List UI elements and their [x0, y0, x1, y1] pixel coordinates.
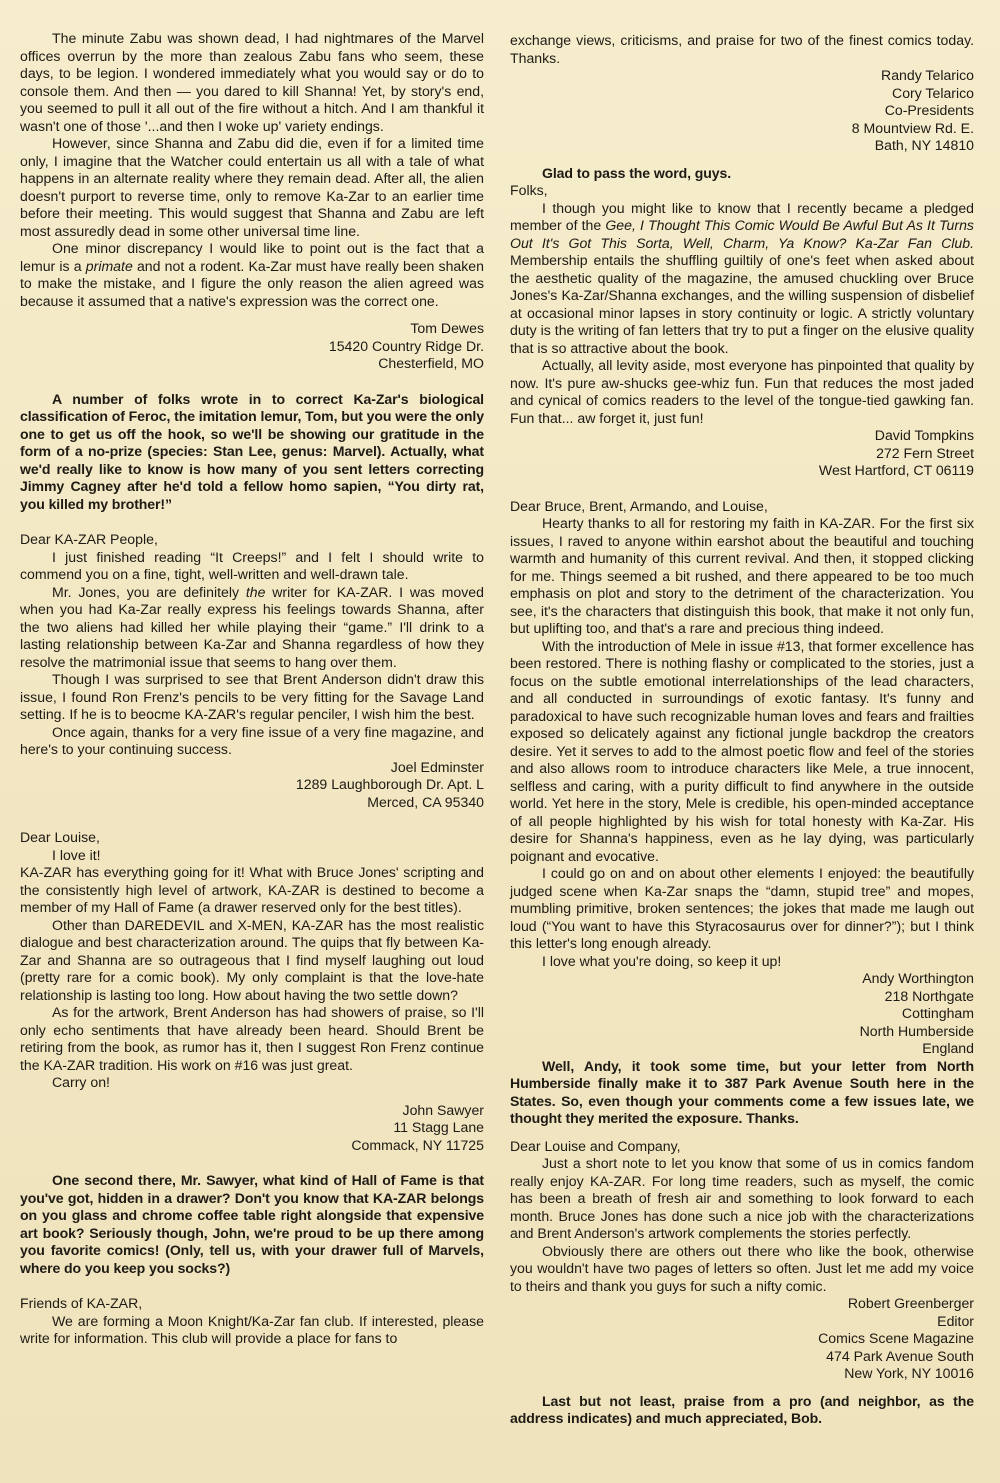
letter-paragraph: Other than DAREDEVIL and X-MEN, KA-ZAR has the most realistic dialogue and best characterization around. The quips that fly between Ka-Zar and Shanna are so outrageous that I find myself laughing out loud (pretty rare for a comic book). My only complaint is that the love-hate relationship is lasting too long. How about having the two settle down?	[20, 916, 484, 1003]
salutation: Dear Louise and Company,	[510, 1137, 681, 1154]
letter-paragraph: However, since Shanna and Zabu did die, even if for a limited time only, I imagine that the Watcher could entertain us all with a tale of what happens in an alternate reality where they remain dead. After all, the alien doesn't purport to reverse time, only to remove Ka-Zar to an earlier time before their meeting. This would suggest that Shanna and Zabu are left most assuredly dead in some other universal time line.	[20, 135, 484, 239]
signature-block	[510, 67, 974, 155]
letter-paragraph: I could go on and on about other elements I enjoyed: the beautifully judged scene when Ka-Zar snaps the “damn, stupid tree” and mopes, mumbling primitive, broken sentences; the jokes that made me laugh out loud (“You want to have this Styracosaurus over for dinner?”); but I think this letter's long enough already.	[510, 865, 974, 951]
letter-paragraph: Actually, all levity aside, most everyone has pinpointed that quality by now. It's pure aw-shucks gee-whiz fun. Fun that reduces the most jaded and cynical of comics readers to the level of the tongue-tied gawking fan. Fun that... aw forget it, just fun!	[510, 357, 974, 426]
signature-line: Chesterfield, MO	[378, 355, 484, 371]
signature-line: 1289 Laughborough Dr. Apt. L	[295, 776, 484, 792]
signature-line: 474 Park Avenue South	[826, 1347, 974, 1364]
signature-line: Bath, NY 14810	[874, 137, 974, 153]
signature-line: New York, NY 10016	[844, 1365, 974, 1381]
letter-tom-dewes	[20, 30, 484, 373]
editor-reply: Well, Andy, it took some time, but your letter from North Humberside finally make it to 387 Park Avenue South here in the States. So, even though your comments come a few issues late, we thought they merited the exposure. Thanks.	[510, 1057, 974, 1126]
letter-robert-greenberger	[510, 1138, 974, 1383]
editor-reply: One second there, Mr. Sawyer, what kind of Hall of Fame is that you've got, hidden in a drawer? Don't you know that KA-ZAR belongs on you glass and chrome coffee table right alongside that expensive art book? Seriously though, John, we're proud to be up there among you favorite comics! (Only, tell us, with your drawer full of Marvels, where do you keep you socks?)	[20, 1172, 484, 1276]
signature-line: Cory Telarico	[892, 84, 974, 101]
salutation: Friends of KA-ZAR,	[20, 1295, 143, 1311]
salutation: Dear Louise,	[20, 829, 100, 845]
letter-paragraph: I though you might like to know that I recently became a pledged member of the Gee, I Thought This Comic Would Be Awful But As It Turns Out It's Got This Sorta, Well, Charm, Ya Know? Ka-Zar Fan Club. Membership entails the shuffling guiltily of one's feet when asked about the aesthetic quality of the magazine, the amused chuckling over Bruce Jones's Ka-Zar/Shanna exchanges, and the willing suspension of disbelief at occasional minor lapses in story continuity or logic. A strictly voluntary duty is the writing of fan letters that try to put a finger on the elusive quality that is so attractive about the book.	[510, 199, 974, 356]
signature-line: Randy Telarico	[881, 67, 974, 83]
letter-paragraph: Carry on!	[52, 1074, 110, 1090]
letter-paragraph: Mr. Jones, you are definitely the writer for KA-ZAR. I was moved when you had Ka-Zar really express his feelings towards Shanna, after the two aliens had killed her while playing their “game.” I'll drink to a lasting relationship between Ka-Zar and Shanna regardless of how they resolve the matrimonial issue that seems to hang over them.	[20, 583, 484, 670]
letter-paragraph: The minute Zabu was shown dead, I had nightmares of the Marvel offices overrun by the more than zealous Zabu fans who seem, these days, to be legion. I wondered immediately what you would say or do to console them. And then — you dared to kill Shanna! Yet, by story's end, you seemed to pull it all out of the fire without a hitch. And I am thankful it wasn't one of those '...and then I woke up' variety endings.	[20, 30, 484, 134]
letter-john-sawyer	[20, 829, 484, 1154]
signature-block	[510, 427, 974, 480]
signature-line: 218 Northgate	[884, 987, 974, 1004]
signature-block	[20, 320, 484, 373]
signature-line: John Sawyer	[402, 1101, 484, 1118]
letter-paragraph: Just a short note to let you know that some of us in comics fandom really enjoy KA-ZAR. For long time readers, such as myself, the comic has been a breath of fresh air and something to look forward to each month. Bruce Jones has done such a nice job with the characterizations and Brent Anderson's artwork complements the stories perfectly.	[510, 1155, 974, 1241]
salutation: Dear Bruce, Brent, Armando, and Louise,	[510, 497, 768, 514]
signature-line: Co-Presidents	[884, 102, 974, 118]
letter-paragraph: Though I was surprised to see that Brent Anderson didn't draw this issue, I found Ron Frenz's pencils to be very fitting for the Savage Land setting. If he is to beocme KA-ZAR's regular penciler, I wish him the best.	[20, 671, 484, 722]
signature-line: 15420 Country Ridge Dr.	[328, 337, 484, 354]
letter-paragraph-continued: exchange views, criticisms, and praise for two of the finest comics today. Thanks.	[510, 32, 974, 66]
letter-paragraph: KA-ZAR has everything going for it! What with Bruce Jones' scripting and the consistently high level of artwork, KA-ZAR is destined to become a member of my Hall of Fame (a drawer reserved only for the best titles).	[20, 864, 484, 915]
signature-block	[510, 1295, 974, 1383]
salutation: Dear KA-ZAR People,	[20, 531, 158, 547]
signature-block	[20, 1102, 484, 1155]
signature-block	[20, 759, 484, 812]
editor-reply: A number of folks wrote in to correct Ka-Zar's biological classification of Feroc, the imitation lemur, Tom, but you were the only one to get us off the hook, so we'll be showing our gratitude in the form of a no-prize (species: Stan Lee, genus: Marvel). Actually, what we'd really like to know is how many of you sent letters correcting Jimmy Cagney after he'd told a fellow homo sapien, “You dirty rat, you killed my brother!”	[20, 390, 484, 512]
letter-paragraph: One minor discrepancy I would like to point out is the fact that a lemur is a primate and not a rodent. Ka-Zar must have really been shaken to make the mistake, and I figure the only reason the alien agreed was because it assumed that a native's expression was the correct one.	[20, 240, 484, 309]
editor-reply: Glad to pass the word, guys.	[542, 164, 732, 181]
signature-line: Robert Greenberger	[847, 1295, 974, 1311]
letter-andy-worthington	[510, 498, 974, 1058]
signature-line: North Humberside	[859, 1022, 974, 1039]
letter-paragraph: Hearty thanks to all for restoring my faith in KA-ZAR. For the first six issues, I raved to anyone within earshot about the beautiful and touching warmth and humanity of this current revival. And then, it stopped clicking for me. Things seemed a bit rushed, and there appeared to be too much emphasis on plot and story to the detriment of the characterization. You see, it's the characters that distinguish this book, that make it not only fun, but uplifting too, and that's a rare and precious thing indeed.	[510, 515, 974, 636]
letter-paragraph: I love it!	[52, 846, 101, 863]
letter-paragraph: Obviously there are others out there who like the book, otherwise you wouldn't have two pages of letters so often. Just let me add my voice to theirs and thank you guys for such a nifty comic.	[510, 1242, 974, 1294]
signature-line: David Tompkins	[874, 427, 974, 443]
signature-line: Andy Worthington	[862, 970, 974, 986]
signature-line: Editor	[937, 1312, 974, 1329]
signature-line: Tom Dewes	[410, 320, 484, 336]
letter-joel-edminster	[20, 531, 484, 811]
signature-line: Merced, CA 95340	[367, 793, 484, 810]
letter-paragraph: I just finished reading “It Creeps!” and I felt I should write to commend you on a fine, tight, well-written and well-drawn tale.	[20, 548, 484, 582]
letter-paragraph: We are forming a Moon Knight/Ka-Zar fan club. If interested, please write for information. This club will provide a place for fans to	[20, 1312, 484, 1346]
signature-block	[510, 970, 974, 1058]
salutation: Folks,	[510, 182, 548, 198]
signature-line: Comics Scene Magazine	[818, 1330, 974, 1346]
signature-line: England	[922, 1040, 974, 1056]
right-column	[510, 32, 974, 1428]
signature-line: 8 Mountview Rd. E.	[851, 119, 974, 136]
letter-david-tompkins	[510, 182, 974, 480]
signature-line: West Hartford, CT 06119	[818, 462, 974, 478]
letter-paragraph: As for the artwork, Brent Anderson has had showers of praise, so I'll only echo sentiments that have already been heard. Should Brent be retiring from the book, as rumor has it, then I suggest Ron Frenz continue the KA-ZAR tradition. His work on #16 was just great.	[20, 1004, 484, 1073]
letter-paragraph: With the introduction of Mele in issue #13, that former excellence has been restored. There is nothing flashy or complicated to the stories, just a focus on the subtle emotional interrelationships of the lead characters, and all conducted in surroundings of exotic fantasy. It's funny and paradoxical to have such recognizable human loves and fears and frailties exposed so delicately against any fictional jungle backdrop the creators desire. Yet it serves to add to the almost poetic flow and feel of the stories and also allows room to introduce characters like Mele, a true innocent, selfless and caring, with a purity difficult to find anywhere in the outside world. Yet here in the story, Mele is credible, his open-minded acceptance of all people highlighted by his wish for total honesty with Ka-Zar. His desire for Shanna's happiness, even as he lay dying, was particularly poignant and evocative.	[510, 637, 974, 864]
letter-paragraph: Once again, thanks for a very fine issue of a very fine magazine, and here's to your continuing success.	[20, 723, 484, 757]
editor-reply: Last but not least, praise from a pro (and neighbor, as the address indicates) and much appreciated, Bob.	[510, 1392, 974, 1426]
letter-paragraph: I love what you're doing, so keep it up!	[542, 952, 782, 969]
left-column	[20, 30, 484, 1348]
signature-line: 11 Stagg Lane	[393, 1119, 484, 1135]
signature-line: 272 Fern Street	[876, 444, 974, 461]
signature-line: Joel Edminster	[390, 758, 484, 775]
signature-line: Commack, NY 11725	[351, 1136, 484, 1153]
letter-telarico	[20, 1295, 484, 1348]
signature-line: Cottingham	[901, 1005, 974, 1021]
